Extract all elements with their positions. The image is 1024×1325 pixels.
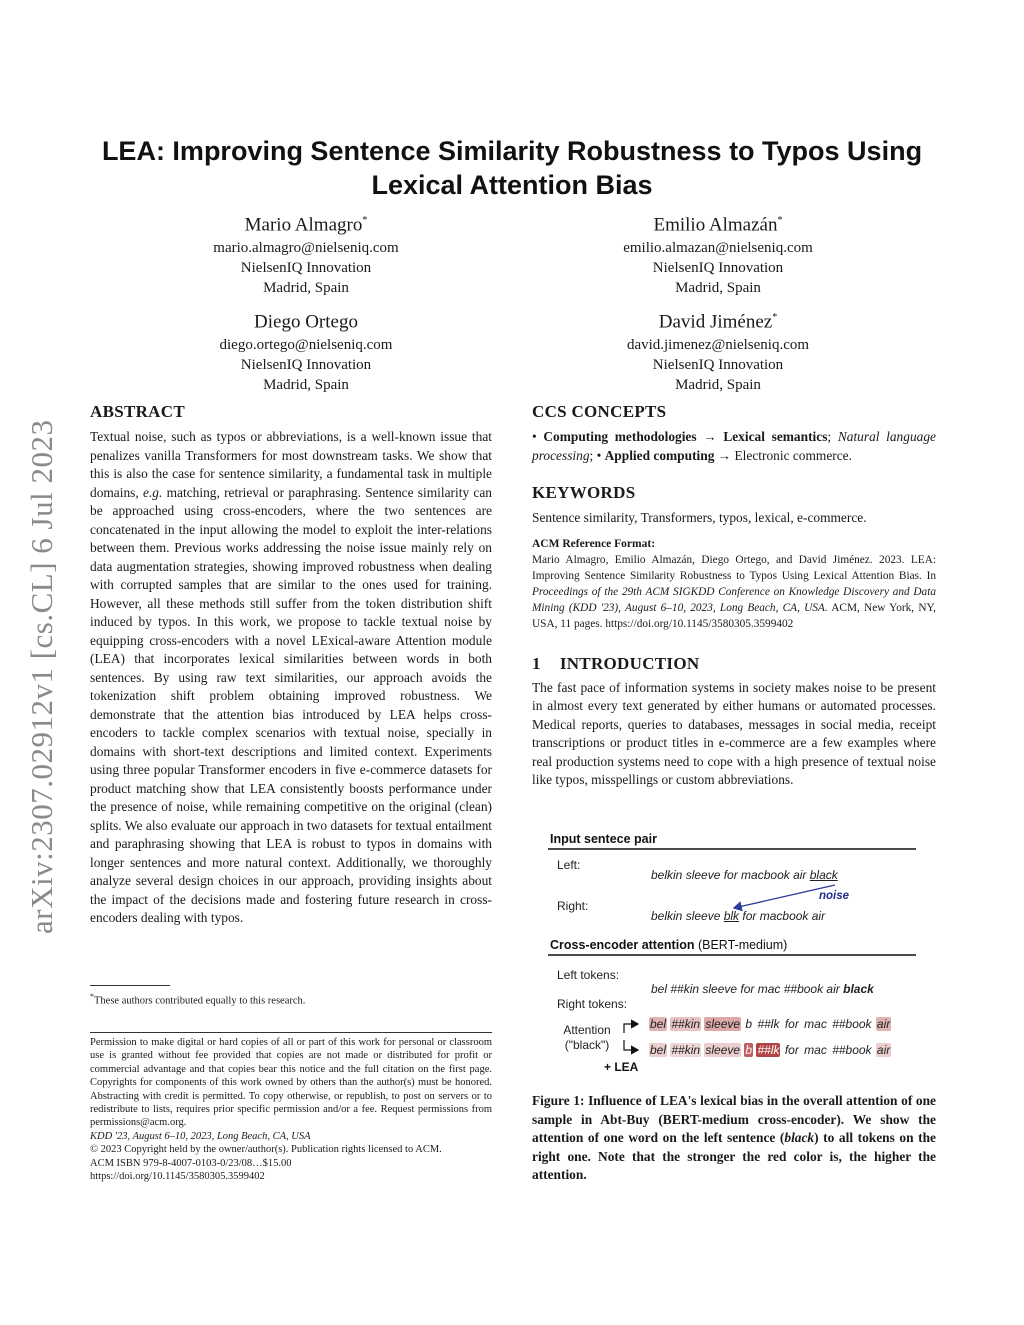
author-block-2 <box>508 208 928 298</box>
attention-row-lea <box>649 1043 891 1057</box>
attention-row-vanilla <box>649 1017 891 1031</box>
attention-label: Attention ("black") <box>563 1023 611 1052</box>
author-email[interactable]: david.jimenez@nielseniq.com <box>626 337 810 354</box>
author-affiliation: NielsenIQ Innovation <box>652 260 784 277</box>
author-location: Madrid, Spain <box>263 280 349 297</box>
attention-connector-1 <box>624 1024 638 1033</box>
right-noisy-word: blk <box>723 909 740 923</box>
author-location: Madrid, Spain <box>675 280 761 297</box>
title-line-1: LEA: Improving Sentence Similarity Robustness to Typos Using <box>101 136 923 166</box>
author-location: Madrid, Spain <box>675 377 761 394</box>
footnote-divider <box>90 985 170 986</box>
intro-heading: 1 INTRODUCTION <box>532 653 700 673</box>
author-affiliation: NielsenIQ Innovation <box>240 357 372 374</box>
author-email[interactable]: emilio.almazan@nielseniq.com <box>623 240 813 257</box>
input-pair-header: Input sentece pair <box>550 832 657 846</box>
attention-token: ##book <box>832 1043 872 1057</box>
author-name: Emilio Almazán* <box>653 214 783 236</box>
attention-token: ##lk <box>757 1043 780 1057</box>
author-email[interactable]: diego.ortego@nielseniq.com <box>219 337 393 354</box>
keywords-heading: KEYWORDS <box>532 483 636 502</box>
abstract-body: Textual noise, such as typos or abbreviations, is a well-known issue that penalizes vanilla Transformers for most downstream tasks. We show that this is also the case for sentence similarity, a fundamental task in multiple domains, e.g. matching, retrieval or paraphrasing. Sentence similarity can be approached using cross-encoders, where the two sentences are concatenated in the input allowing the model to exploit the inter-relations between them. Previous works addressing the noise issue mainly rely on data augmentation strategies, showing improved robustness when dealing with corrupted samples that are similar to the ones used for training. However, all these methods still suffer from the token distribution shift induced by typos. In this work, we propose to tackle textual noise by equipping cross-encoders with a novel LExical-aware Attention module (LEA) that incorporates lexical similarities between words in both sentences. By using raw text similarities, our approach avoids the tokenization shift problem obtaining improved robustness. We demonstrate that the attention bias introduced by LEA helps cross-encoders to tackle complex scenarios with textual noise, specially in domains with short-text descriptions and limited context. Experiments using three popular Transformer encoders in five e-commerce datasets for product matching show that LEA consistently boosts performance under the presence of noise, while remaining competitive on the original (clean) splits. We also evaluate our approach in two datasets for textual entailment and paraphrasing showing that LEA is robust to typos in domains with longer sentences and more natural context. Additionally, we thoroughly analyze several design choices in our approach, providing insights about the impact of the decisions made and fostering future research in cross-encoders dealing with typos. <box>90 429 492 925</box>
copyright-line: © 2023 Copyright held by the owner/author(s). Publication rights licensed to ACM. <box>90 1144 442 1156</box>
arxiv-stamp: arXiv:2307.02912v1 [cs.CL] 6 Jul 2023 <box>24 419 59 934</box>
attention-header: Cross-encoder attention (BERT-medium) <box>550 938 788 952</box>
author-name: Mario Almagro* <box>244 214 368 236</box>
attention-token: b <box>745 1043 753 1057</box>
author-block-3 <box>96 305 516 395</box>
right-tokens-label: Right tokens: <box>557 997 628 1011</box>
attention-connector-2 <box>624 1040 638 1050</box>
conference-line: KDD '23, August 6–10, 2023, Long Beach, CA, USA <box>90 1130 311 1142</box>
doi-link[interactable]: https://doi.org/10.1145/3580305.3599402 <box>90 1171 265 1183</box>
attention-token: mac <box>804 1017 827 1031</box>
attention-token: mac <box>804 1043 827 1057</box>
author-block-1 <box>96 208 516 298</box>
attention-token: bel <box>650 1043 667 1057</box>
paper-title <box>60 134 964 202</box>
attention-token: ##kin <box>671 1017 701 1031</box>
ccs-heading: CCS CONCEPTS <box>532 402 667 421</box>
permissions-divider <box>90 1032 492 1033</box>
left-target-word: black <box>809 868 838 882</box>
attention-token: ##book <box>832 1017 872 1031</box>
isbn-line: ACM ISBN 979-8-4007-0103-0/23/08…$15.00 <box>90 1157 292 1169</box>
noise-label: noise <box>819 890 850 902</box>
attention-token: for <box>784 1017 799 1031</box>
attention-token: bel <box>650 1017 667 1031</box>
attention-token: sleeve <box>705 1043 741 1057</box>
attention-token: sleeve <box>705 1017 741 1031</box>
author-name: David Jiménez* <box>658 311 778 333</box>
author-affiliation: NielsenIQ Innovation <box>652 357 784 374</box>
footnote: *These authors contributed equally to this research. <box>90 992 306 1007</box>
keywords-body: Sentence similarity, Transformers, typos, lexical, e-commerce. <box>532 510 867 525</box>
attention-token: b <box>745 1017 753 1031</box>
author-block-4 <box>508 305 928 395</box>
ccs-body: • Computing methodologies → Lexical semantics; Natural language processing; • Applied computing → Electronic commerce. <box>532 429 936 463</box>
figure-1 <box>532 828 936 1078</box>
author-location: Madrid, Spain <box>263 377 349 394</box>
eg-italic: e.g. <box>143 484 163 500</box>
lea-label: + LEA <box>604 1060 639 1074</box>
title-line-2: Lexical Attention Bias <box>371 170 653 200</box>
right-label: Right: <box>557 899 589 913</box>
figure-caption: Figure 1: Influence of LEA's lexical bias in the overall attention of one sample in Abt-Buy (BERT-medium cross-encoder). We show the attention of one word on the left sentence (black) to all tokens on the right one. Note that the stronger the red color is, the higher the attention. <box>532 1093 936 1182</box>
left-sentence: belkin sleeve for macbook air black <box>651 868 838 882</box>
right-sentence: belkin sleeve blk for macbook air <box>651 909 826 923</box>
acm-ref-body: Mario Almagro, Emilio Almazán, Diego Ortego, and David Jiménez. 2023. LEA: Improving Sentence Similarity Robustness to Typos Using Lexical Attention Bias. In Proceedings of the 29th ACM SIGKDD Conference on Knowledge Discovery and Data Mining (KDD '23), August 6–10, 2023, Long Beach, CA, USA. ACM, New York, NY, USA, 11 pages. https://doi.org/10.1145/3580305.3599402 <box>532 553 936 630</box>
attention-token: for <box>784 1043 799 1057</box>
left-tokens-label: Left tokens: <box>557 968 620 982</box>
attention-token: ##lk <box>757 1017 780 1031</box>
acm-ref-heading: ACM Reference Format: <box>532 537 656 550</box>
permissions-text: Permission to make digital or hard copies of all or part of this work for personal or classroom use is granted without fee provided that copies are not made or distributed for profit or commercial advantage and that copies bear this notice and the full citation on the first page. Copyrights for components of this work owned by others than the author(s) must be honored. Abstracting with credit is permitted. To copy otherwise, or republish, to post on servers or to redistribute to lists, requires prior specific permission and/or a fee. Request permissions from permissions@acm.org. <box>90 1037 492 1129</box>
attention-token: ##kin <box>671 1043 701 1057</box>
intro-body: The fast pace of information systems in society makes noise to be present in almost every text generated by either humans or automated processes. Medical reports, queries to databases, messages in social media, receipt transcriptions or product titles in e-commerce are a few examples where real production systems need to cope with a high presence of textual noise like typos, misspellings or custom abbreviations. <box>532 679 936 787</box>
author-name: Diego Ortego <box>254 311 358 333</box>
left-label: Left: <box>557 858 581 872</box>
author-email[interactable]: mario.almagro@nielseniq.com <box>213 240 399 257</box>
permissions-block <box>90 1036 492 1183</box>
attention-token: air <box>876 1017 891 1031</box>
attention-token: air <box>876 1043 891 1057</box>
author-affiliation: NielsenIQ Innovation <box>240 260 372 277</box>
abstract-heading: ABSTRACT <box>90 402 185 421</box>
right-column <box>532 402 936 790</box>
left-tokens: bel ##kin sleeve for mac ##book air black <box>651 982 874 996</box>
